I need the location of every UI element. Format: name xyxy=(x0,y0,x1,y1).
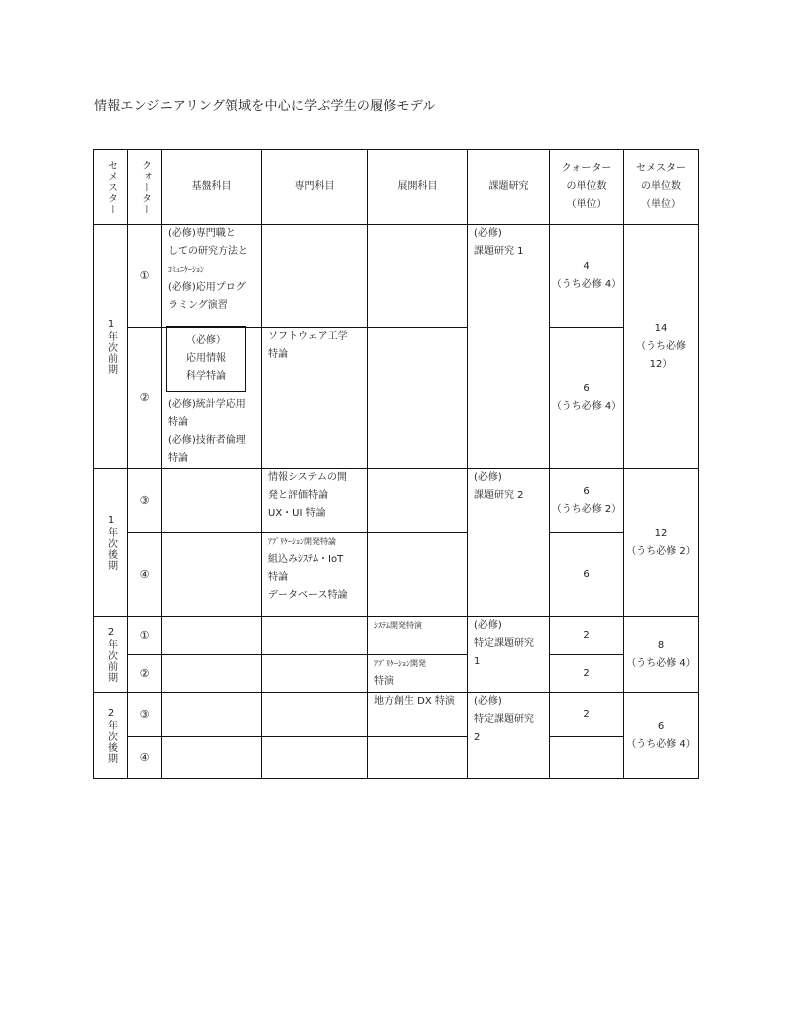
table-row xyxy=(94,533,699,617)
specialized-cell xyxy=(262,737,368,779)
quarter-label: ④ xyxy=(128,533,162,617)
advanced-cell xyxy=(368,533,468,617)
table-row xyxy=(94,737,699,779)
table-row xyxy=(94,617,699,655)
table-row xyxy=(94,469,699,533)
basic-cell: (必修)専門職と しての研究方法と ｺﾐｭﾆｹｰｼｮﾝ (必修)応用プログ ラミング演習 xyxy=(162,225,262,328)
header-specialized: 専門科目 xyxy=(262,150,368,225)
header-research: 課題研究 xyxy=(468,150,550,225)
basic-cell xyxy=(162,655,262,693)
curriculum-table xyxy=(93,149,699,779)
quarter-units: 6 xyxy=(550,533,624,617)
quarter-units: 2 xyxy=(550,617,624,655)
semester-label: 2年次後期 xyxy=(94,693,128,779)
header-quarter: クォーター xyxy=(128,150,162,225)
header-semester: セメスター xyxy=(94,150,128,225)
semester-units: 8 （うち必修 4） xyxy=(624,617,699,693)
header-basic: 基盤科目 xyxy=(162,150,262,225)
semester-label: 1年次前期 xyxy=(94,225,128,469)
table-row xyxy=(94,655,699,693)
research-cell: (必修) 課題研究 1 xyxy=(468,225,550,469)
required-course-box: （必修） 応用情報 科学特論 xyxy=(166,326,246,392)
quarter-label: ② xyxy=(128,328,162,469)
basic-cell: （必修） 応用情報 科学特論 (必修)統計学応用 特論 (必修)技術者倫理 特論 xyxy=(162,328,262,469)
basic-cell xyxy=(162,469,262,533)
header-advanced: 展開科目 xyxy=(368,150,468,225)
quarter-label: ③ xyxy=(128,469,162,533)
header-row xyxy=(94,150,699,225)
quarter-units xyxy=(550,737,624,779)
advanced-cell xyxy=(368,737,468,779)
specialized-cell: 情報システムの開 発と評価特論 UX・UI 特論 xyxy=(262,469,368,533)
advanced-cell: ｼｽﾃﾑ開発特演 xyxy=(368,617,468,655)
basic-cell xyxy=(162,737,262,779)
quarter-label: ① xyxy=(128,225,162,328)
advanced-cell: ｱﾌﾟﾘｹｰｼｮﾝ開発 特演 xyxy=(368,655,468,693)
table-row xyxy=(94,693,699,737)
quarter-label: ① xyxy=(128,617,162,655)
research-cell: (必修) 特定課題研究 1 xyxy=(468,617,550,693)
basic-cell xyxy=(162,617,262,655)
quarter-label: ③ xyxy=(128,693,162,737)
semester-units: 14 （うち必修 12） xyxy=(624,225,699,469)
quarter-units: 2 xyxy=(550,693,624,737)
page-title: 情報エンジニアリング領域を中心に学ぶ学生の履修モデル xyxy=(94,99,436,114)
semester-label: 2年次前期 xyxy=(94,617,128,693)
research-cell: (必修) 特定課題研究 2 xyxy=(468,693,550,779)
specialized-cell xyxy=(262,693,368,737)
quarter-units: 4 （うち必修 4） xyxy=(550,225,624,328)
quarter-units: 2 xyxy=(550,655,624,693)
quarter-units: 6 （うち必修 2） xyxy=(550,469,624,533)
quarter-label: ② xyxy=(128,655,162,693)
advanced-cell xyxy=(368,225,468,328)
header-quarter-units: クォーター の単位数 （単位） xyxy=(550,150,624,225)
advanced-cell xyxy=(368,328,468,469)
semester-units: 6 （うち必修 4） xyxy=(624,693,699,779)
specialized-cell: ｱﾌﾟﾘｹｰｼｮﾝ開発特論 組込みｼｽﾃﾑ・IoT 特論 データベース特論 xyxy=(262,533,368,617)
specialized-cell: ソフトウェア工学 特論 xyxy=(262,328,368,469)
quarter-units: 6 （うち必修 4） xyxy=(550,328,624,469)
semester-label: 1年次後期 xyxy=(94,469,128,617)
advanced-cell: 地方創生 DX 特演 xyxy=(368,693,468,737)
specialized-cell xyxy=(262,225,368,328)
specialized-cell xyxy=(262,617,368,655)
basic-cell xyxy=(162,533,262,617)
basic-cell xyxy=(162,693,262,737)
table-row xyxy=(94,225,699,328)
header-semester-units: セメスター の単位数 （単位） xyxy=(624,150,699,225)
research-cell: (必修) 課題研究 2 xyxy=(468,469,550,617)
quarter-label: ④ xyxy=(128,737,162,779)
semester-units: 12 （うち必修 2） xyxy=(624,469,699,617)
table-row xyxy=(94,328,699,469)
advanced-cell xyxy=(368,469,468,533)
specialized-cell xyxy=(262,655,368,693)
